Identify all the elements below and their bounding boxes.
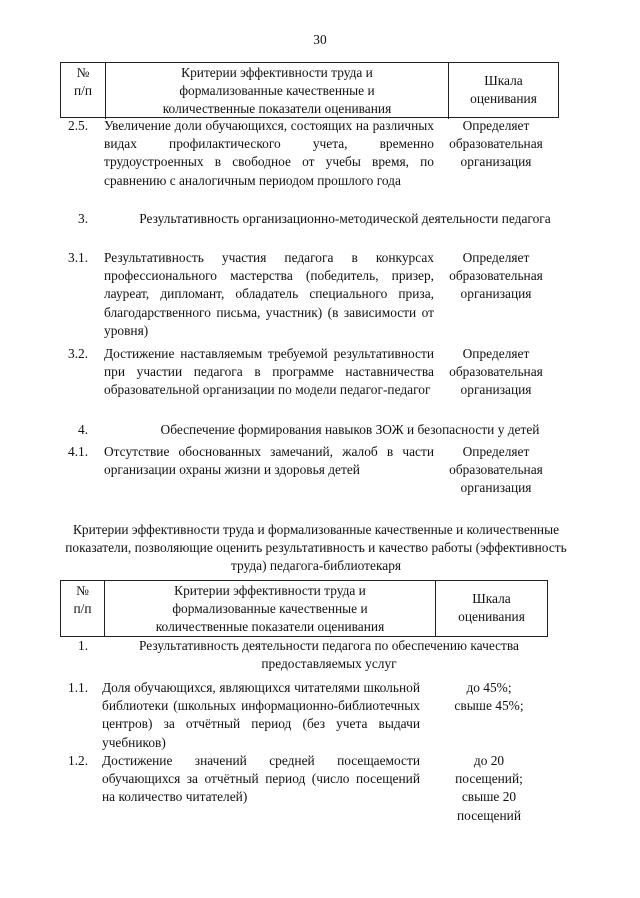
- column-header-criteria: Критерии эффективности труда и формализованные качественные и количественные показатели оценивания: [105, 63, 448, 119]
- row-criteria: Результативность участия педагога в конкурсах профессионального мастерства (победитель, призер, лауреат, дипломант, обладатель специального приза, благодарственного письма, участник) (в зависимости от уровня): [104, 250, 434, 338]
- row-scale: Определяет образовательная организация: [449, 118, 543, 170]
- column-header-number: № п/п: [73, 65, 93, 99]
- table-row: [68, 117, 558, 190]
- row-criteria: Отсутствие обоснованных замечаний, жалоб в части организации охраны жизни и здоровья детей: [104, 444, 434, 478]
- table-caption: Критерии эффективности труда и формализованные качественные и количественные показатели, позволяющие оценить результативность и качество работы (эффективность труда) педагога-библиотекаря: [65, 522, 567, 574]
- row-criteria: Достижение наставляемым требуемой результативности при участии педагога в программе наставничества образовательной организации по модели педагог-педагог: [104, 346, 434, 398]
- section-title: Результативность деятельности педагога по обеспечению качества предоставляемых услуг: [138, 638, 519, 672]
- section-title: Результативность организационно-методической деятельности педагога: [139, 211, 551, 226]
- table-row: [68, 249, 558, 340]
- table-row: [68, 345, 558, 400]
- row-scale: Определяет образовательная организация: [449, 346, 543, 398]
- table-header: [60, 62, 559, 118]
- row-number: 3.1.: [68, 250, 89, 265]
- row-criteria: Доля обучающихся, являющихся читателями школьной библиотеки (школьных информационно-библиотечных центров) за отчётный период (без учета выдачи учебников): [102, 680, 420, 750]
- section-title: Обеспечение формирования навыков ЗОЖ и безопасности у детей: [160, 422, 540, 437]
- table-header: [60, 580, 548, 637]
- table-row: [68, 443, 558, 498]
- row-criteria: Увеличение доли обучающихся, состоящих на различных видах профилактического учета, временно трудоустроенных в свободное от учебы время, по сравнению с аналогичным периодом прошлого года: [104, 118, 434, 188]
- row-scale: Определяет образовательная организация: [449, 444, 543, 496]
- section-number: 1.: [78, 638, 89, 653]
- section-number: 3.: [78, 211, 89, 226]
- section-heading: [60, 421, 559, 441]
- page-number: 30: [313, 32, 327, 47]
- row-number: 1.2.: [68, 753, 89, 768]
- section-number: 4.: [78, 422, 89, 437]
- row-number: 3.2.: [68, 346, 89, 361]
- section-heading: [60, 637, 559, 677]
- row-criteria: Достижение значений средней посещаемости обучающихся за отчётный период (число посещений на количество читателей): [102, 753, 420, 805]
- column-header-scale: Шкала оценивания: [435, 581, 547, 637]
- row-scale: Определяет образовательная организация: [449, 250, 543, 302]
- column-header-number: № п/п: [73, 583, 92, 617]
- section-heading: [60, 210, 559, 250]
- column-header-criteria: Критерии эффективности труда и формализованные качественные и количественные показатели оценивания: [104, 581, 435, 637]
- row-scale: до 20 посещений; свыше 20 посещений: [455, 753, 523, 823]
- row-number: 1.1.: [68, 680, 89, 695]
- row-number: 4.1.: [68, 444, 89, 459]
- table-row: [68, 679, 558, 752]
- table-row: [68, 752, 558, 825]
- row-number: 2.5.: [68, 118, 89, 133]
- row-scale: до 45%; свыше 45%;: [454, 680, 524, 714]
- column-header-scale: Шкала оценивания: [448, 63, 558, 119]
